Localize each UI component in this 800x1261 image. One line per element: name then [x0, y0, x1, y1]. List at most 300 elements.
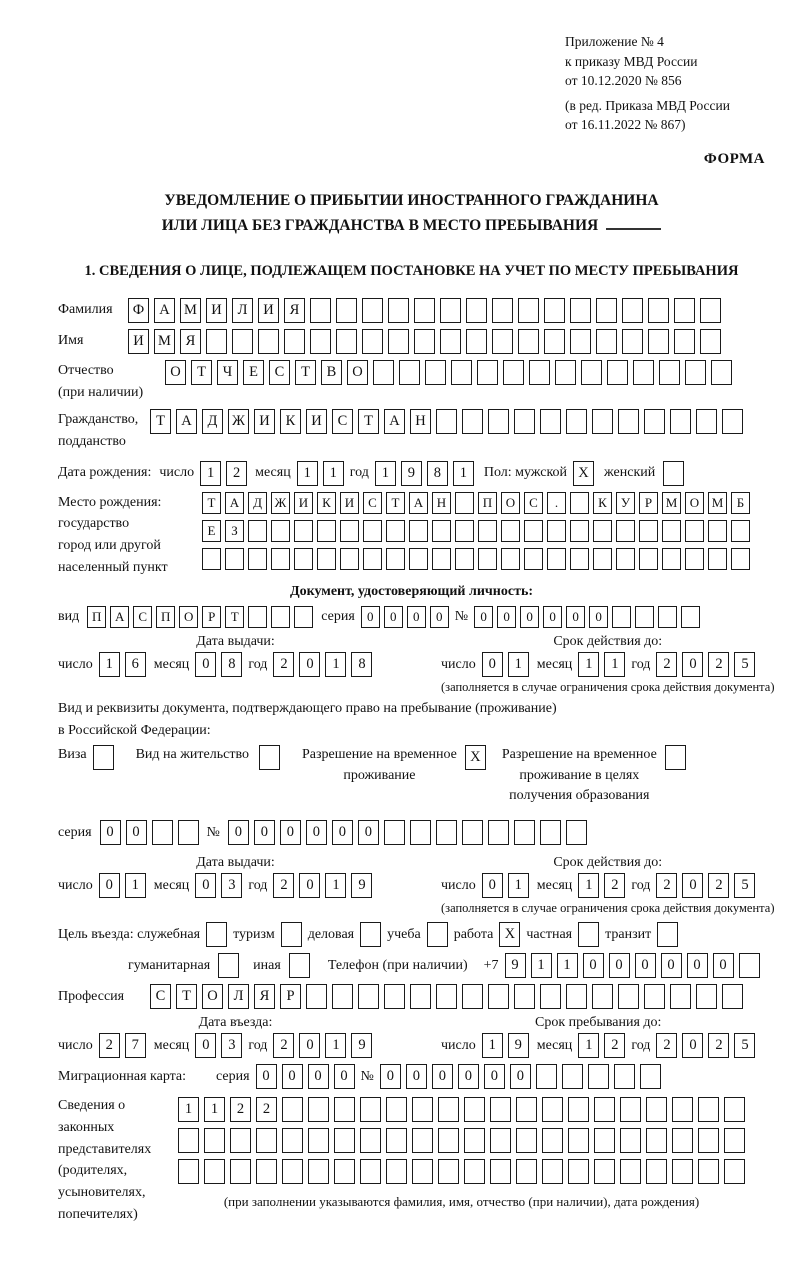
char-cell[interactable]: 1 [325, 652, 346, 677]
char-cell[interactable] [542, 1097, 563, 1122]
char-cell[interactable] [540, 409, 561, 434]
char-cell[interactable]: 0 [406, 1064, 427, 1089]
char-cell[interactable] [232, 329, 253, 354]
char-cell[interactable]: 0 [432, 1064, 453, 1089]
char-cell[interactable] [544, 298, 565, 323]
char-cell[interactable]: 0 [280, 820, 301, 845]
char-cell[interactable] [685, 548, 704, 570]
char-cell[interactable]: 5 [734, 1033, 755, 1058]
char-cell[interactable]: 6 [125, 652, 146, 677]
char-cell[interactable] [271, 520, 290, 542]
char-cell[interactable] [566, 820, 587, 845]
char-cell[interactable]: О [202, 984, 223, 1009]
char-cell[interactable] [646, 1097, 667, 1122]
char-cell[interactable] [282, 1159, 303, 1184]
char-cell[interactable]: 1 [508, 652, 529, 677]
char-cell[interactable] [672, 1097, 693, 1122]
char-cell[interactable]: К [317, 492, 336, 514]
char-cell[interactable]: К [593, 492, 612, 514]
char-cell[interactable]: Е [202, 520, 221, 542]
char-cell[interactable] [648, 329, 669, 354]
char-cell[interactable] [501, 520, 520, 542]
char-cell[interactable] [639, 548, 658, 570]
char-cell[interactable] [438, 1128, 459, 1153]
char-cell[interactable]: Л [232, 298, 253, 323]
char-cell[interactable]: Т [150, 409, 171, 434]
char-cell[interactable] [516, 1097, 537, 1122]
char-cell[interactable]: 0 [713, 953, 734, 978]
char-cell[interactable]: Т [295, 360, 316, 385]
char-cell[interactable]: Т [225, 606, 244, 628]
char-cell[interactable]: 0 [361, 606, 380, 628]
char-cell[interactable]: Н [410, 409, 431, 434]
char-cell[interactable]: А [225, 492, 244, 514]
char-cell[interactable] [596, 329, 617, 354]
char-cell[interactable] [362, 298, 383, 323]
char-cell[interactable] [477, 360, 498, 385]
char-cell[interactable] [308, 1128, 329, 1153]
char-cell[interactable] [271, 548, 290, 570]
char-cell[interactable]: М [708, 492, 727, 514]
char-cell[interactable]: 3 [221, 1033, 242, 1058]
char-cell[interactable]: 1 [178, 1097, 199, 1122]
char-cell[interactable] [178, 1159, 199, 1184]
char-cell[interactable] [294, 606, 313, 628]
char-cell[interactable] [516, 1128, 537, 1153]
char-cell[interactable]: С [150, 984, 171, 1009]
char-cell[interactable]: 2 [656, 1033, 677, 1058]
char-cell[interactable] [547, 520, 566, 542]
char-cell[interactable] [464, 1159, 485, 1184]
char-cell[interactable] [662, 548, 681, 570]
char-cell[interactable]: 2 [656, 873, 677, 898]
char-cell[interactable] [386, 1128, 407, 1153]
char-cell[interactable]: С [524, 492, 543, 514]
char-cell[interactable] [386, 548, 405, 570]
char-cell[interactable] [478, 520, 497, 542]
char-cell[interactable] [308, 1097, 329, 1122]
char-cell[interactable]: 0 [430, 606, 449, 628]
char-cell[interactable] [640, 1064, 661, 1089]
char-cell[interactable]: 0 [407, 606, 426, 628]
char-cell[interactable]: 2 [273, 873, 294, 898]
char-cell[interactable] [581, 360, 602, 385]
char-cell[interactable] [248, 606, 267, 628]
char-cell[interactable] [670, 984, 691, 1009]
char-cell[interactable]: 3 [221, 873, 242, 898]
char-cell[interactable] [570, 548, 589, 570]
char-cell[interactable]: 0 [497, 606, 516, 628]
char-cell[interactable] [409, 548, 428, 570]
char-cell[interactable]: 9 [351, 1033, 372, 1058]
char-cell[interactable]: Ж [228, 409, 249, 434]
char-cell[interactable] [438, 1159, 459, 1184]
char-cell[interactable]: 1 [200, 461, 221, 486]
char-cell[interactable] [332, 984, 353, 1009]
char-cell[interactable] [334, 1097, 355, 1122]
char-cell[interactable] [681, 606, 700, 628]
char-cell[interactable] [281, 922, 302, 947]
char-cell[interactable] [731, 520, 750, 542]
char-cell[interactable] [657, 922, 678, 947]
char-cell[interactable] [635, 606, 654, 628]
char-cell[interactable]: 2 [273, 1033, 294, 1058]
char-cell[interactable] [438, 1097, 459, 1122]
char-cell[interactable]: 9 [351, 873, 372, 898]
char-cell[interactable]: 0 [282, 1064, 303, 1089]
char-cell[interactable] [568, 1159, 589, 1184]
char-cell[interactable]: О [501, 492, 520, 514]
char-cell[interactable] [570, 298, 591, 323]
char-cell[interactable]: 0 [687, 953, 708, 978]
char-cell[interactable] [230, 1128, 251, 1153]
char-cell[interactable] [674, 298, 695, 323]
char-cell[interactable]: А [110, 606, 129, 628]
char-cell[interactable]: И [254, 409, 275, 434]
char-cell[interactable] [708, 548, 727, 570]
char-cell[interactable]: 0 [254, 820, 275, 845]
char-cell[interactable] [178, 1128, 199, 1153]
char-cell[interactable] [568, 1097, 589, 1122]
char-cell[interactable] [612, 606, 631, 628]
char-cell[interactable]: 0 [458, 1064, 479, 1089]
char-cell[interactable]: Т [202, 492, 221, 514]
char-cell[interactable] [206, 922, 227, 947]
char-cell[interactable]: 0 [682, 652, 703, 677]
char-cell[interactable]: М [662, 492, 681, 514]
char-cell[interactable] [540, 984, 561, 1009]
char-cell[interactable] [724, 1128, 745, 1153]
char-cell[interactable]: О [165, 360, 186, 385]
char-cell[interactable] [412, 1159, 433, 1184]
char-cell[interactable]: Р [202, 606, 221, 628]
char-cell[interactable] [570, 329, 591, 354]
char-cell[interactable] [490, 1097, 511, 1122]
char-cell[interactable] [490, 1128, 511, 1153]
char-cell[interactable]: 5 [734, 652, 755, 677]
char-cell[interactable]: Д [202, 409, 223, 434]
char-cell[interactable] [592, 409, 613, 434]
char-cell[interactable] [399, 360, 420, 385]
char-cell[interactable]: 1 [375, 461, 396, 486]
char-cell[interactable]: Р [280, 984, 301, 1009]
char-cell[interactable] [722, 984, 743, 1009]
char-cell[interactable]: 1 [604, 652, 625, 677]
char-cell[interactable]: 9 [508, 1033, 529, 1058]
char-cell[interactable] [388, 298, 409, 323]
char-cell[interactable]: 0 [126, 820, 147, 845]
char-cell[interactable]: 0 [589, 606, 608, 628]
char-cell[interactable] [646, 1128, 667, 1153]
char-cell[interactable]: М [180, 298, 201, 323]
char-cell[interactable]: А [409, 492, 428, 514]
char-cell[interactable]: 0 [358, 820, 379, 845]
char-cell[interactable] [294, 548, 313, 570]
char-cell[interactable] [708, 520, 727, 542]
char-cell[interactable]: Т [358, 409, 379, 434]
char-cell[interactable] [464, 1128, 485, 1153]
char-cell[interactable] [362, 329, 383, 354]
char-cell[interactable]: Т [191, 360, 212, 385]
char-cell[interactable]: Т [386, 492, 405, 514]
char-cell[interactable]: Л [228, 984, 249, 1009]
char-cell[interactable]: 0 [334, 1064, 355, 1089]
char-cell[interactable] [514, 820, 535, 845]
char-cell[interactable] [310, 329, 331, 354]
char-cell[interactable] [516, 1159, 537, 1184]
char-cell[interactable]: 0 [482, 652, 503, 677]
char-cell[interactable]: 0 [99, 873, 120, 898]
char-cell[interactable] [478, 548, 497, 570]
char-cell[interactable] [284, 329, 305, 354]
char-cell[interactable]: 1 [482, 1033, 503, 1058]
char-cell[interactable]: Р [639, 492, 658, 514]
char-cell[interactable]: 0 [195, 873, 216, 898]
char-cell[interactable] [358, 984, 379, 1009]
char-cell[interactable] [696, 984, 717, 1009]
char-cell[interactable] [384, 820, 405, 845]
char-cell[interactable]: 1 [453, 461, 474, 486]
char-cell[interactable] [566, 409, 587, 434]
char-cell[interactable] [363, 520, 382, 542]
char-cell[interactable]: 0 [256, 1064, 277, 1089]
char-cell[interactable] [360, 1097, 381, 1122]
char-cell[interactable]: О [685, 492, 704, 514]
char-cell[interactable] [360, 1159, 381, 1184]
char-cell[interactable] [518, 329, 539, 354]
char-cell[interactable] [340, 520, 359, 542]
char-cell[interactable] [633, 360, 654, 385]
char-cell[interactable] [646, 1159, 667, 1184]
char-cell[interactable] [373, 360, 394, 385]
char-cell[interactable]: 2 [708, 652, 729, 677]
char-cell[interactable] [622, 298, 643, 323]
char-cell[interactable] [698, 1128, 719, 1153]
char-cell[interactable] [202, 548, 221, 570]
char-cell[interactable]: У [616, 492, 635, 514]
char-cell[interactable]: 5 [734, 873, 755, 898]
char-cell[interactable] [685, 520, 704, 542]
char-cell[interactable]: К [280, 409, 301, 434]
char-cell[interactable] [524, 520, 543, 542]
char-cell[interactable] [696, 409, 717, 434]
char-cell[interactable]: 1 [125, 873, 146, 898]
char-cell[interactable] [663, 461, 684, 486]
char-cell[interactable] [620, 1097, 641, 1122]
char-cell[interactable]: Т [176, 984, 197, 1009]
char-cell[interactable]: 1 [297, 461, 318, 486]
char-cell[interactable]: 1 [204, 1097, 225, 1122]
char-cell[interactable] [432, 548, 451, 570]
char-cell[interactable] [698, 1097, 719, 1122]
char-cell[interactable] [544, 329, 565, 354]
char-cell[interactable] [503, 360, 524, 385]
char-cell[interactable]: 1 [557, 953, 578, 978]
char-cell[interactable]: 0 [332, 820, 353, 845]
char-cell[interactable]: И [340, 492, 359, 514]
char-cell[interactable]: 9 [401, 461, 422, 486]
char-cell[interactable]: З [225, 520, 244, 542]
char-cell[interactable] [455, 492, 474, 514]
char-cell[interactable] [698, 1159, 719, 1184]
char-cell[interactable] [248, 520, 267, 542]
char-cell[interactable] [700, 329, 721, 354]
char-cell[interactable] [334, 1159, 355, 1184]
char-cell[interactable]: X [499, 922, 520, 947]
char-cell[interactable] [594, 1128, 615, 1153]
char-cell[interactable] [594, 1097, 615, 1122]
char-cell[interactable] [566, 984, 587, 1009]
char-cell[interactable] [336, 329, 357, 354]
char-cell[interactable] [248, 548, 267, 570]
char-cell[interactable] [218, 953, 239, 978]
char-cell[interactable] [388, 329, 409, 354]
char-cell[interactable]: 2 [256, 1097, 277, 1122]
char-cell[interactable]: И [306, 409, 327, 434]
char-cell[interactable] [410, 820, 431, 845]
char-cell[interactable]: 0 [299, 652, 320, 677]
char-cell[interactable] [616, 548, 635, 570]
char-cell[interactable]: 1 [578, 1033, 599, 1058]
char-cell[interactable] [670, 409, 691, 434]
char-cell[interactable] [529, 360, 550, 385]
char-cell[interactable]: 7 [125, 1033, 146, 1058]
char-cell[interactable] [518, 298, 539, 323]
char-cell[interactable]: 1 [578, 652, 599, 677]
char-cell[interactable] [310, 298, 331, 323]
char-cell[interactable] [644, 409, 665, 434]
char-cell[interactable]: 0 [384, 606, 403, 628]
char-cell[interactable] [592, 984, 613, 1009]
char-cell[interactable]: 0 [308, 1064, 329, 1089]
char-cell[interactable] [672, 1128, 693, 1153]
char-cell[interactable]: И [128, 329, 149, 354]
char-cell[interactable]: С [269, 360, 290, 385]
char-cell[interactable]: С [363, 492, 382, 514]
char-cell[interactable] [731, 548, 750, 570]
char-cell[interactable] [462, 409, 483, 434]
char-cell[interactable] [658, 606, 677, 628]
char-cell[interactable]: С [332, 409, 353, 434]
char-cell[interactable] [739, 953, 760, 978]
char-cell[interactable] [616, 520, 635, 542]
char-cell[interactable] [414, 329, 435, 354]
char-cell[interactable] [659, 360, 680, 385]
char-cell[interactable] [514, 984, 535, 1009]
char-cell[interactable]: 1 [325, 873, 346, 898]
char-cell[interactable] [258, 329, 279, 354]
char-cell[interactable]: 2 [226, 461, 247, 486]
char-cell[interactable] [451, 360, 472, 385]
char-cell[interactable]: X [465, 745, 486, 770]
char-cell[interactable]: 8 [427, 461, 448, 486]
char-cell[interactable] [536, 1064, 557, 1089]
char-cell[interactable]: 2 [708, 873, 729, 898]
char-cell[interactable]: 0 [100, 820, 121, 845]
char-cell[interactable] [412, 1097, 433, 1122]
char-cell[interactable] [540, 820, 561, 845]
char-cell[interactable]: 0 [566, 606, 585, 628]
char-cell[interactable]: В [321, 360, 342, 385]
char-cell[interactable] [555, 360, 576, 385]
char-cell[interactable]: 1 [508, 873, 529, 898]
char-cell[interactable] [618, 409, 639, 434]
char-cell[interactable] [724, 1097, 745, 1122]
char-cell[interactable]: 0 [609, 953, 630, 978]
char-cell[interactable]: А [154, 298, 175, 323]
char-cell[interactable] [336, 298, 357, 323]
char-cell[interactable] [622, 329, 643, 354]
char-cell[interactable] [412, 1128, 433, 1153]
char-cell[interactable]: 8 [351, 652, 372, 677]
char-cell[interactable] [455, 548, 474, 570]
char-cell[interactable]: Я [254, 984, 275, 1009]
char-cell[interactable] [440, 298, 461, 323]
char-cell[interactable] [620, 1128, 641, 1153]
char-cell[interactable] [618, 984, 639, 1009]
char-cell[interactable] [289, 953, 310, 978]
char-cell[interactable] [340, 548, 359, 570]
char-cell[interactable] [409, 520, 428, 542]
char-cell[interactable] [488, 984, 509, 1009]
char-cell[interactable] [594, 1159, 615, 1184]
char-cell[interactable]: П [478, 492, 497, 514]
char-cell[interactable]: 0 [520, 606, 539, 628]
char-cell[interactable] [386, 1097, 407, 1122]
char-cell[interactable] [427, 922, 448, 947]
char-cell[interactable]: Ф [128, 298, 149, 323]
char-cell[interactable]: 2 [273, 652, 294, 677]
char-cell[interactable] [317, 548, 336, 570]
char-cell[interactable]: 0 [510, 1064, 531, 1089]
char-cell[interactable] [501, 548, 520, 570]
char-cell[interactable] [294, 520, 313, 542]
char-cell[interactable] [492, 329, 513, 354]
char-cell[interactable] [490, 1159, 511, 1184]
char-cell[interactable] [648, 298, 669, 323]
char-cell[interactable]: 0 [474, 606, 493, 628]
char-cell[interactable]: Я [180, 329, 201, 354]
char-cell[interactable] [639, 520, 658, 542]
char-cell[interactable]: 0 [380, 1064, 401, 1089]
char-cell[interactable]: . [547, 492, 566, 514]
char-cell[interactable] [593, 520, 612, 542]
char-cell[interactable] [271, 606, 290, 628]
char-cell[interactable] [425, 360, 446, 385]
char-cell[interactable] [724, 1159, 745, 1184]
char-cell[interactable]: 0 [195, 652, 216, 677]
char-cell[interactable] [410, 984, 431, 1009]
char-cell[interactable]: Ж [271, 492, 290, 514]
char-cell[interactable]: 1 [323, 461, 344, 486]
char-cell[interactable] [514, 409, 535, 434]
char-cell[interactable] [414, 298, 435, 323]
char-cell[interactable]: 0 [299, 873, 320, 898]
char-cell[interactable] [334, 1128, 355, 1153]
char-cell[interactable] [466, 329, 487, 354]
char-cell[interactable] [306, 984, 327, 1009]
char-cell[interactable] [464, 1097, 485, 1122]
char-cell[interactable] [386, 1159, 407, 1184]
char-cell[interactable] [570, 520, 589, 542]
char-cell[interactable]: 0 [228, 820, 249, 845]
char-cell[interactable] [360, 922, 381, 947]
char-cell[interactable]: 0 [299, 1033, 320, 1058]
char-cell[interactable] [488, 409, 509, 434]
char-cell[interactable] [436, 409, 457, 434]
char-cell[interactable]: П [156, 606, 175, 628]
char-cell[interactable]: 0 [195, 1033, 216, 1058]
